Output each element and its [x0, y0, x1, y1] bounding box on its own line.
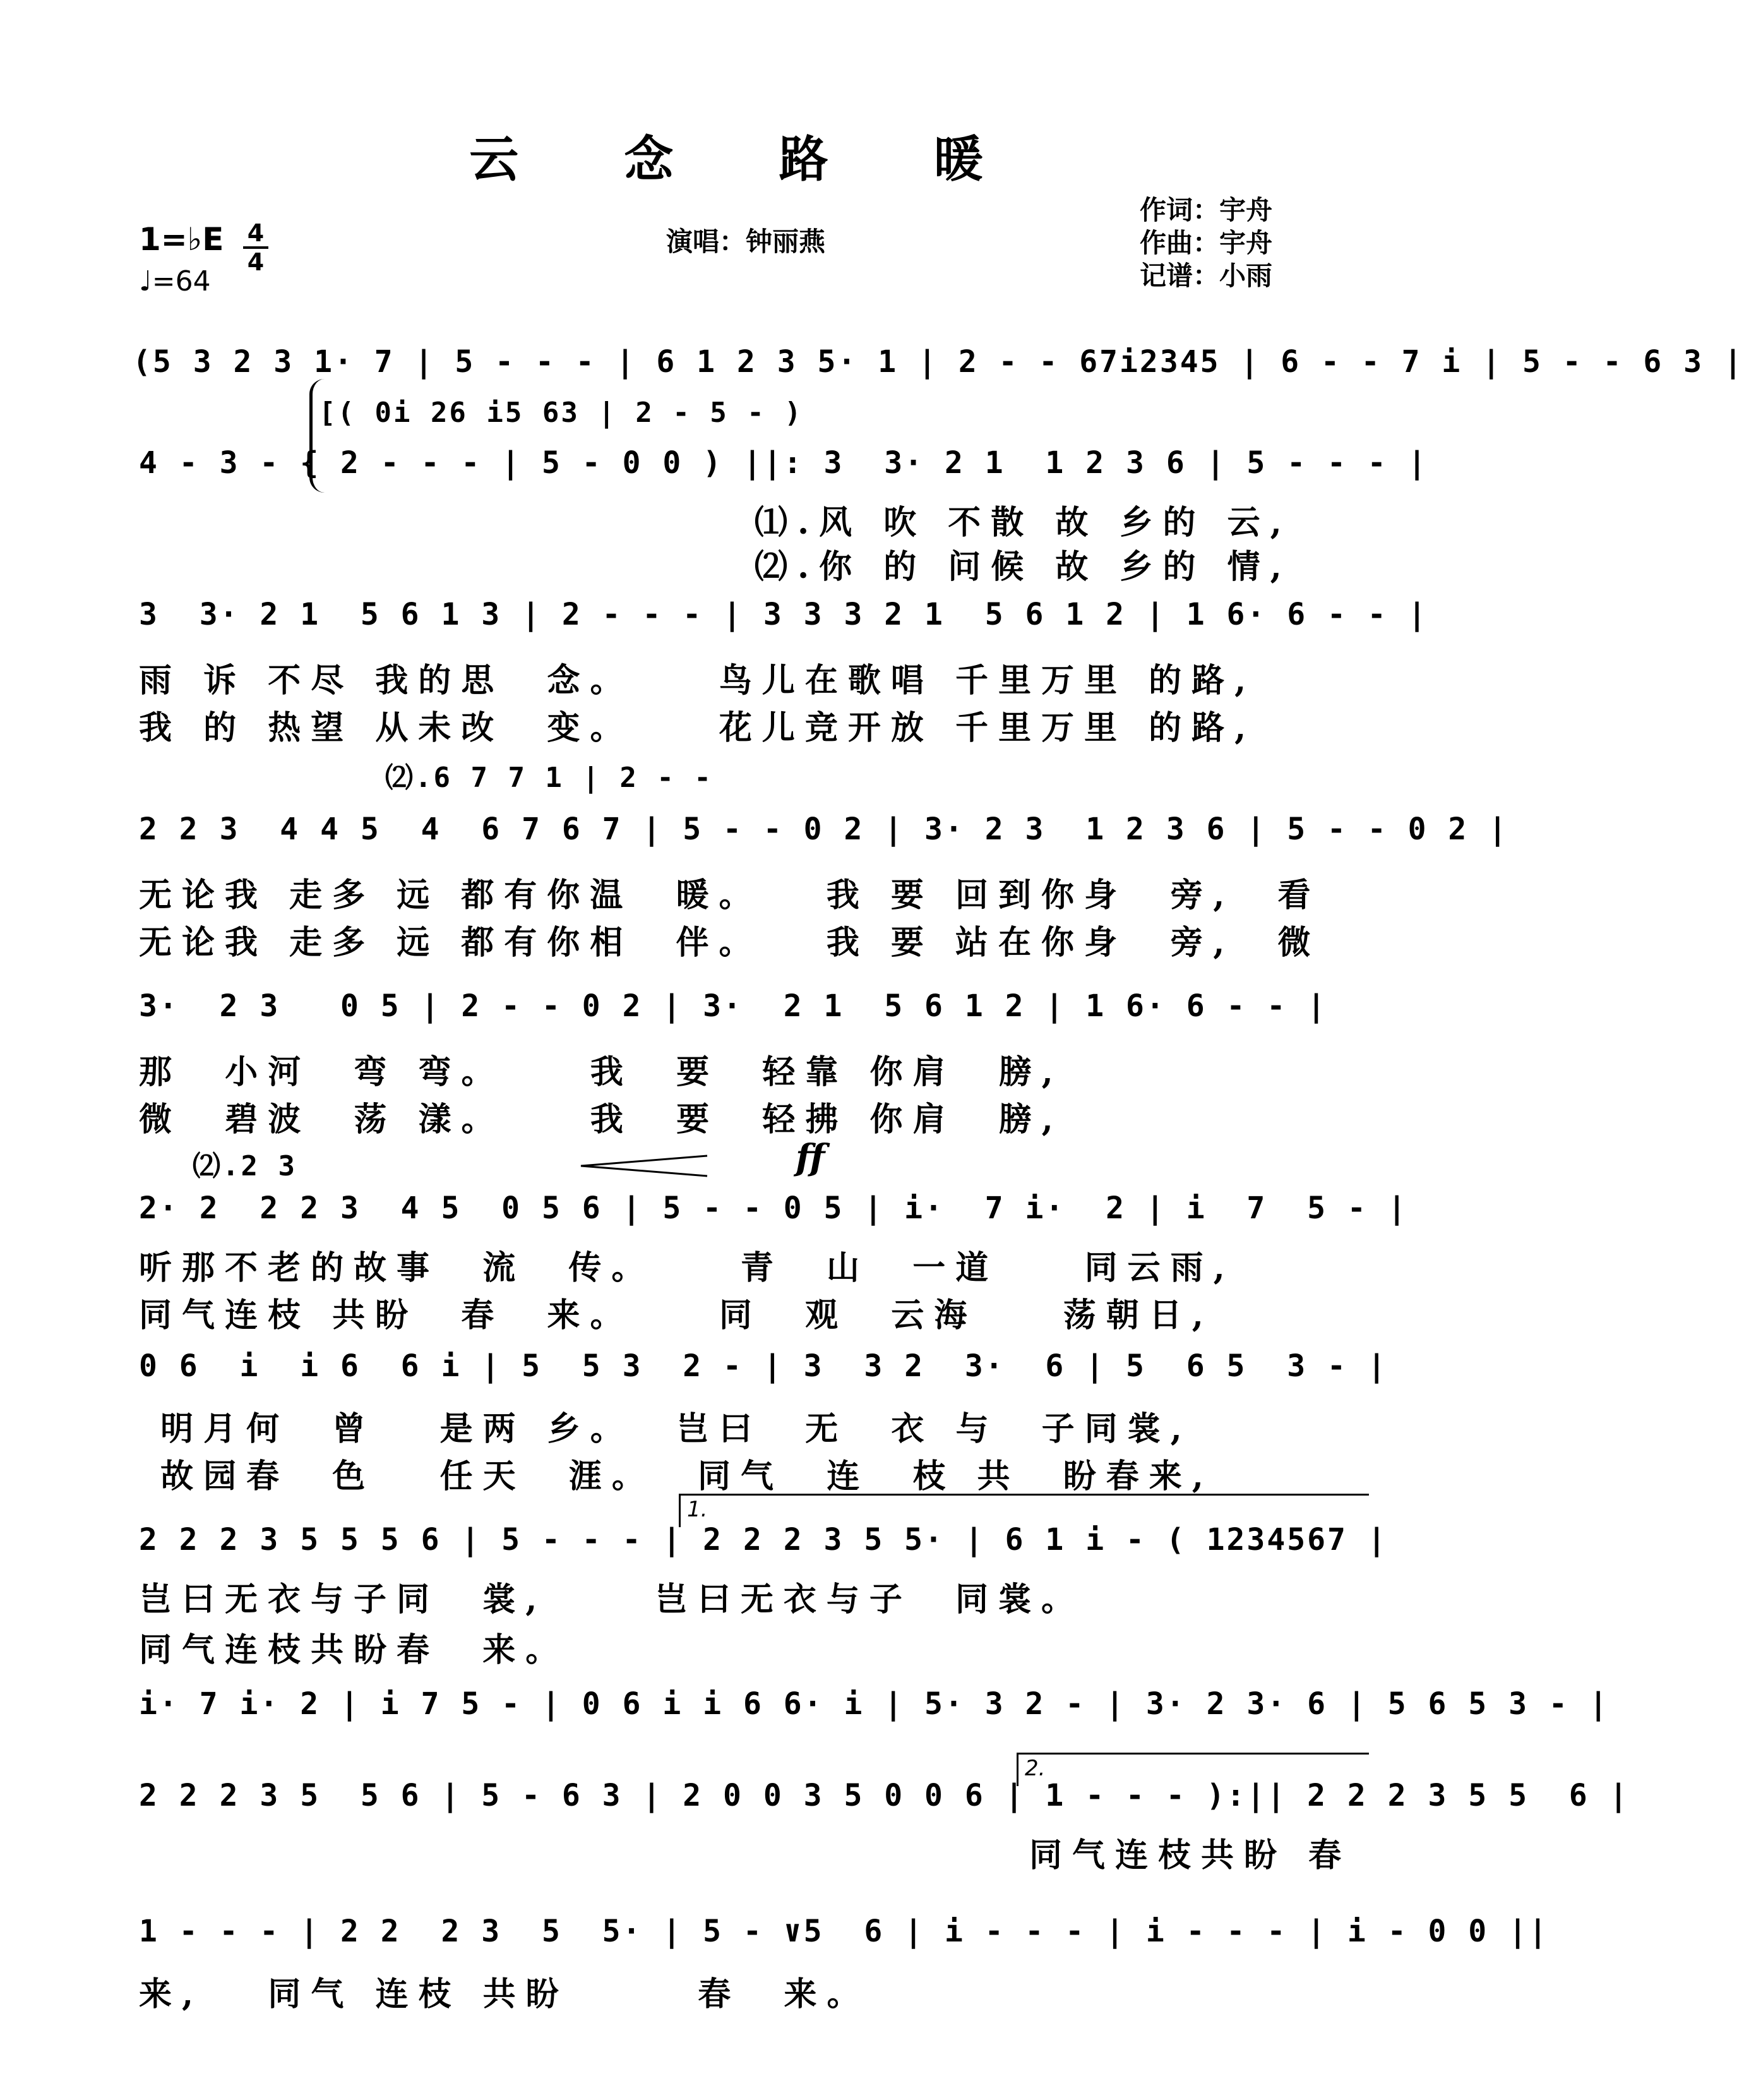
lyric-verse2-line5: 微 碧波 荡 漾。 我 要 轻拂 你肩 膀, — [139, 1100, 1063, 1139]
lyric-verse1-line6: 听那不老的故事 流 传。 青 山 一道 同云雨, — [139, 1249, 1235, 1287]
transcriber-credit: 记谱：小雨 — [1140, 260, 1273, 291]
crescendo-hairpin — [581, 1155, 707, 1177]
score-line-4-upper: ⑵.6 7 7 1 | 2 - - — [385, 762, 713, 794]
lyric-verse1-line5: 那 小河 弯 弯。 我 要 轻靠 你肩 膀, — [139, 1053, 1063, 1091]
lyric-verse1-line8: 岂曰无衣与子同 裳, 岂曰无衣与子 同裳。 — [139, 1580, 1085, 1619]
score-line-1: (5 3 2 3 1· 7 | 5 - - - | 6 1 2 3 5· 1 | 2 - - 67i2345 | 6 - - 7 i | 5 - - 6 3 | — [133, 344, 1744, 380]
lyric-verse1-line1: ⑴.风 吹 不散 故 乡的 云, — [755, 503, 1292, 542]
meter-top: 4 — [247, 219, 265, 247]
lyric-verse2-line1: ⑵.你 的 问候 故 乡的 情, — [755, 548, 1292, 586]
lyric-verse2-line4: 无论我 走多 远 都有你相 伴。 我 要 站在你身 旁, 微 — [139, 923, 1321, 962]
score-line-2: 4 - 3 - { 2 - - - | 5 - 0 0 ) ||: 3 3· 2 1 1 2 3 6 | 5 - - - | — [139, 445, 1428, 481]
lyric-verse1-line7: 明月何 曾 是两 乡。 岂曰 无 衣 与 子同裳, — [139, 1410, 1192, 1448]
lyricist-credit: 作词：宇舟 — [1140, 195, 1273, 225]
song-title: 云 念 路 暖 — [469, 131, 1027, 188]
score-line-8: 2 2 2 3 5 5 5 6 | 5 - - - | 2 2 2 3 5 5· | 6 1 i - ( 1234567 | — [139, 1522, 1388, 1557]
time-signature — [243, 221, 268, 274]
lyric-line11: 来, 同气 连枝 共盼 春 来。 — [139, 1975, 870, 2013]
lyric-verse1-line4: 无论我 走多 远 都有你温 暖。 我 要 回到你身 旁, 看 — [139, 876, 1321, 915]
meter-bottom: 4 — [247, 248, 265, 276]
score-line-4: 2 2 3 4 4 5 4 6 7 6 7 | 5 - - 0 2 | 3· 2 3 1 2 3 6 | 5 - - 0 2 | — [139, 812, 1509, 847]
score-line-6: 2· 2 2 2 3 4 5 0 5 6 | 5 - - 0 5 | i· 7 i· 2 | i 7 5 - | — [139, 1191, 1408, 1226]
key-signature: 1=♭E — [139, 221, 224, 258]
lyric-verse2-line6: 同气连枝 共盼 春 来。 同 观 云海 荡朝日, — [139, 1296, 1214, 1335]
composer-credit: 作曲：宇舟 — [1140, 227, 1273, 258]
score-line-11: 1 - - - | 2 2 2 3 5 5· | 5 - ∨5 6 | i - - - | i - - - | i - 0 0 || — [139, 1914, 1549, 1949]
fortissimo-marking: ff — [796, 1137, 825, 1179]
score-line-9: i· 7 i· 2 | i 7 5 - | 0 6 i i 6 6· i | 5· 3 2 - | 3· 2 3· 6 | 5 6 5 3 - | — [139, 1686, 1610, 1722]
score-line-7: 0 6 i i 6 6 i | 5 5 3 2 - | 3 3 2 3· 6 | 5 6 5 3 - | — [139, 1348, 1388, 1384]
lyric-verse2-line7: 故园春 色 任天 涯。 同气 连 枝 共 盼春来, — [139, 1457, 1214, 1496]
first-ending-label: 1. — [687, 1497, 708, 1522]
score-line-2-upper: [( 0i 26 i5 63 | 2 - 5 - ) — [319, 397, 803, 429]
lyric-verse2-line3: 我 的 热望 从未改 变。 花儿竞开放 千里万里 的路, — [139, 709, 1257, 747]
lyric-verse2-line8: 同气连枝共盼春 来。 — [139, 1631, 569, 1669]
score-line-10: 2 2 2 3 5 5 6 | 5 - 6 3 | 2 0 0 3 5 0 0 6 | 1 - - - ):|| 2 2 2 3 5 5 6 | — [139, 1778, 1630, 1813]
lyric-verse1-line3: 雨 诉 不尽 我的思 念。 鸟儿在歌唱 千里万里 的路, — [139, 661, 1257, 700]
second-ending-label: 2. — [1025, 1756, 1046, 1781]
score-line-3: 3 3· 2 1 5 6 1 3 | 2 - - - | 3 3 3 2 1 5 6 1 2 | 1 6· 6 - - | — [139, 597, 1428, 632]
tempo-marking: ♩=64 — [139, 265, 211, 297]
singer-credit: 演唱：钟丽燕 — [666, 226, 826, 257]
score-line-6-upper: ⑵.2 3 — [193, 1150, 297, 1182]
score-line-5: 3· 2 3 0 5 | 2 - - 0 2 | 3· 2 1 5 6 1 2 | 1 6· 6 - - | — [139, 988, 1328, 1024]
lyric-line10: 同气连枝共盼 春 — [1029, 1836, 1352, 1875]
